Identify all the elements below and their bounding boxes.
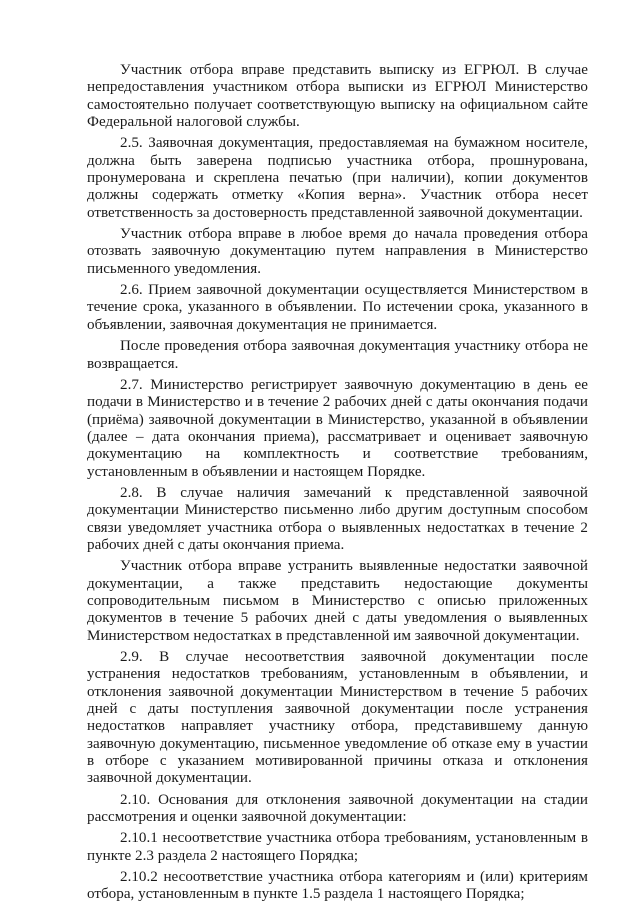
paragraph-2-10-1: 2.10.1 несоответствие участника отбора требованиям, установленным в пункте 2.3 раздела 2 настоящего Порядка; (87, 830, 588, 864)
paragraph-withdrawal: Участник отбора вправе в любое время до начала проведения отбора отозвать заявочную документацию путем направления в Министерство письменного уведомления. (87, 226, 588, 277)
paragraph-fix-deficiencies: Участник отбора вправе устранить выявленные недостатки заявочной документации, а также представить недостающие документы сопроводительным письмом в Министерство с описью приложенных документов в течение 5 рабочих дней с даты уведомления о выявленных Министерством недостатках в представленной им заявочной документации. (87, 558, 588, 644)
paragraph-2-10: 2.10. Основания для отклонения заявочной документации на стадии рассмотрения и оценки заявочной документации: (87, 791, 588, 826)
paragraph-egrul-extract: Участник отбора вправе представить выписку из ЕГРЮЛ. В случае непредоставления участником отбора выписки из ЕГРЮЛ Министерство самостоятельно получает соответствующую выписку на официальном сайте Федеральной налоговой службы. (87, 62, 588, 131)
paragraph-no-return: После проведения отбора заявочная документация участнику отбора не возвращается. (87, 338, 588, 372)
paragraph-2-9: 2.9. В случае несоответствия заявочной документации после устранения недостатков требованиям, установленным в объявлении, и отклонения заявочной документации Министерством в течение 5 рабочих дней с даты поступления заявочной документации после устранения недостатков направляет участнику отбора, представившему данную заявочную документацию, письменное уведомление об отказе ему в участии в отборе с указанием мотивированной причины отказа и отклонения заявочной документации. (87, 649, 588, 787)
paragraph-2-6: 2.6. Прием заявочной документации осуществляется Министерством в течение срока, указанного в объявлении. По истечении срока, указанного в объявлении, заявочная документация не принимается. (87, 282, 588, 333)
paragraph-2-10-2: 2.10.2 несоответствие участника отбора категориям и (или) критериям отбора, установленным в пункте 1.5 раздела 1 настоящего Порядка; (87, 869, 588, 903)
paragraph-2-5: 2.5. Заявочная документация, предоставляемая на бумажном носителе, должна быть заверена подписью участника отбора, прошнурована, пронумерована и скреплена печатью (при наличии), копии документов должны содержать отметку «Копия верна». Участник отбора несет ответственность за достоверность представленной заявочной документации. (87, 135, 588, 221)
paragraph-2-7: 2.7. Министерство регистрирует заявочную документацию в день ее подачи в Министерство и в течение 2 рабочих дней с даты окончания подачи (приёма) заявочной документации в Министерство, указанной в объявлении (далее – дата окончания приема), рассматривает и оценивает заявочную документацию на комплектность и соответствие требованиям, установленным в объявлении и настоящем Порядке. (87, 376, 588, 480)
paragraph-2-8: 2.8. В случае наличия замечаний к представленной заявочной документации Министерство письменно либо другим доступным способом связи уведомляет участника отбора о выявленных недостатках в течение 2 рабочих дней с даты окончания приема. (87, 484, 588, 553)
